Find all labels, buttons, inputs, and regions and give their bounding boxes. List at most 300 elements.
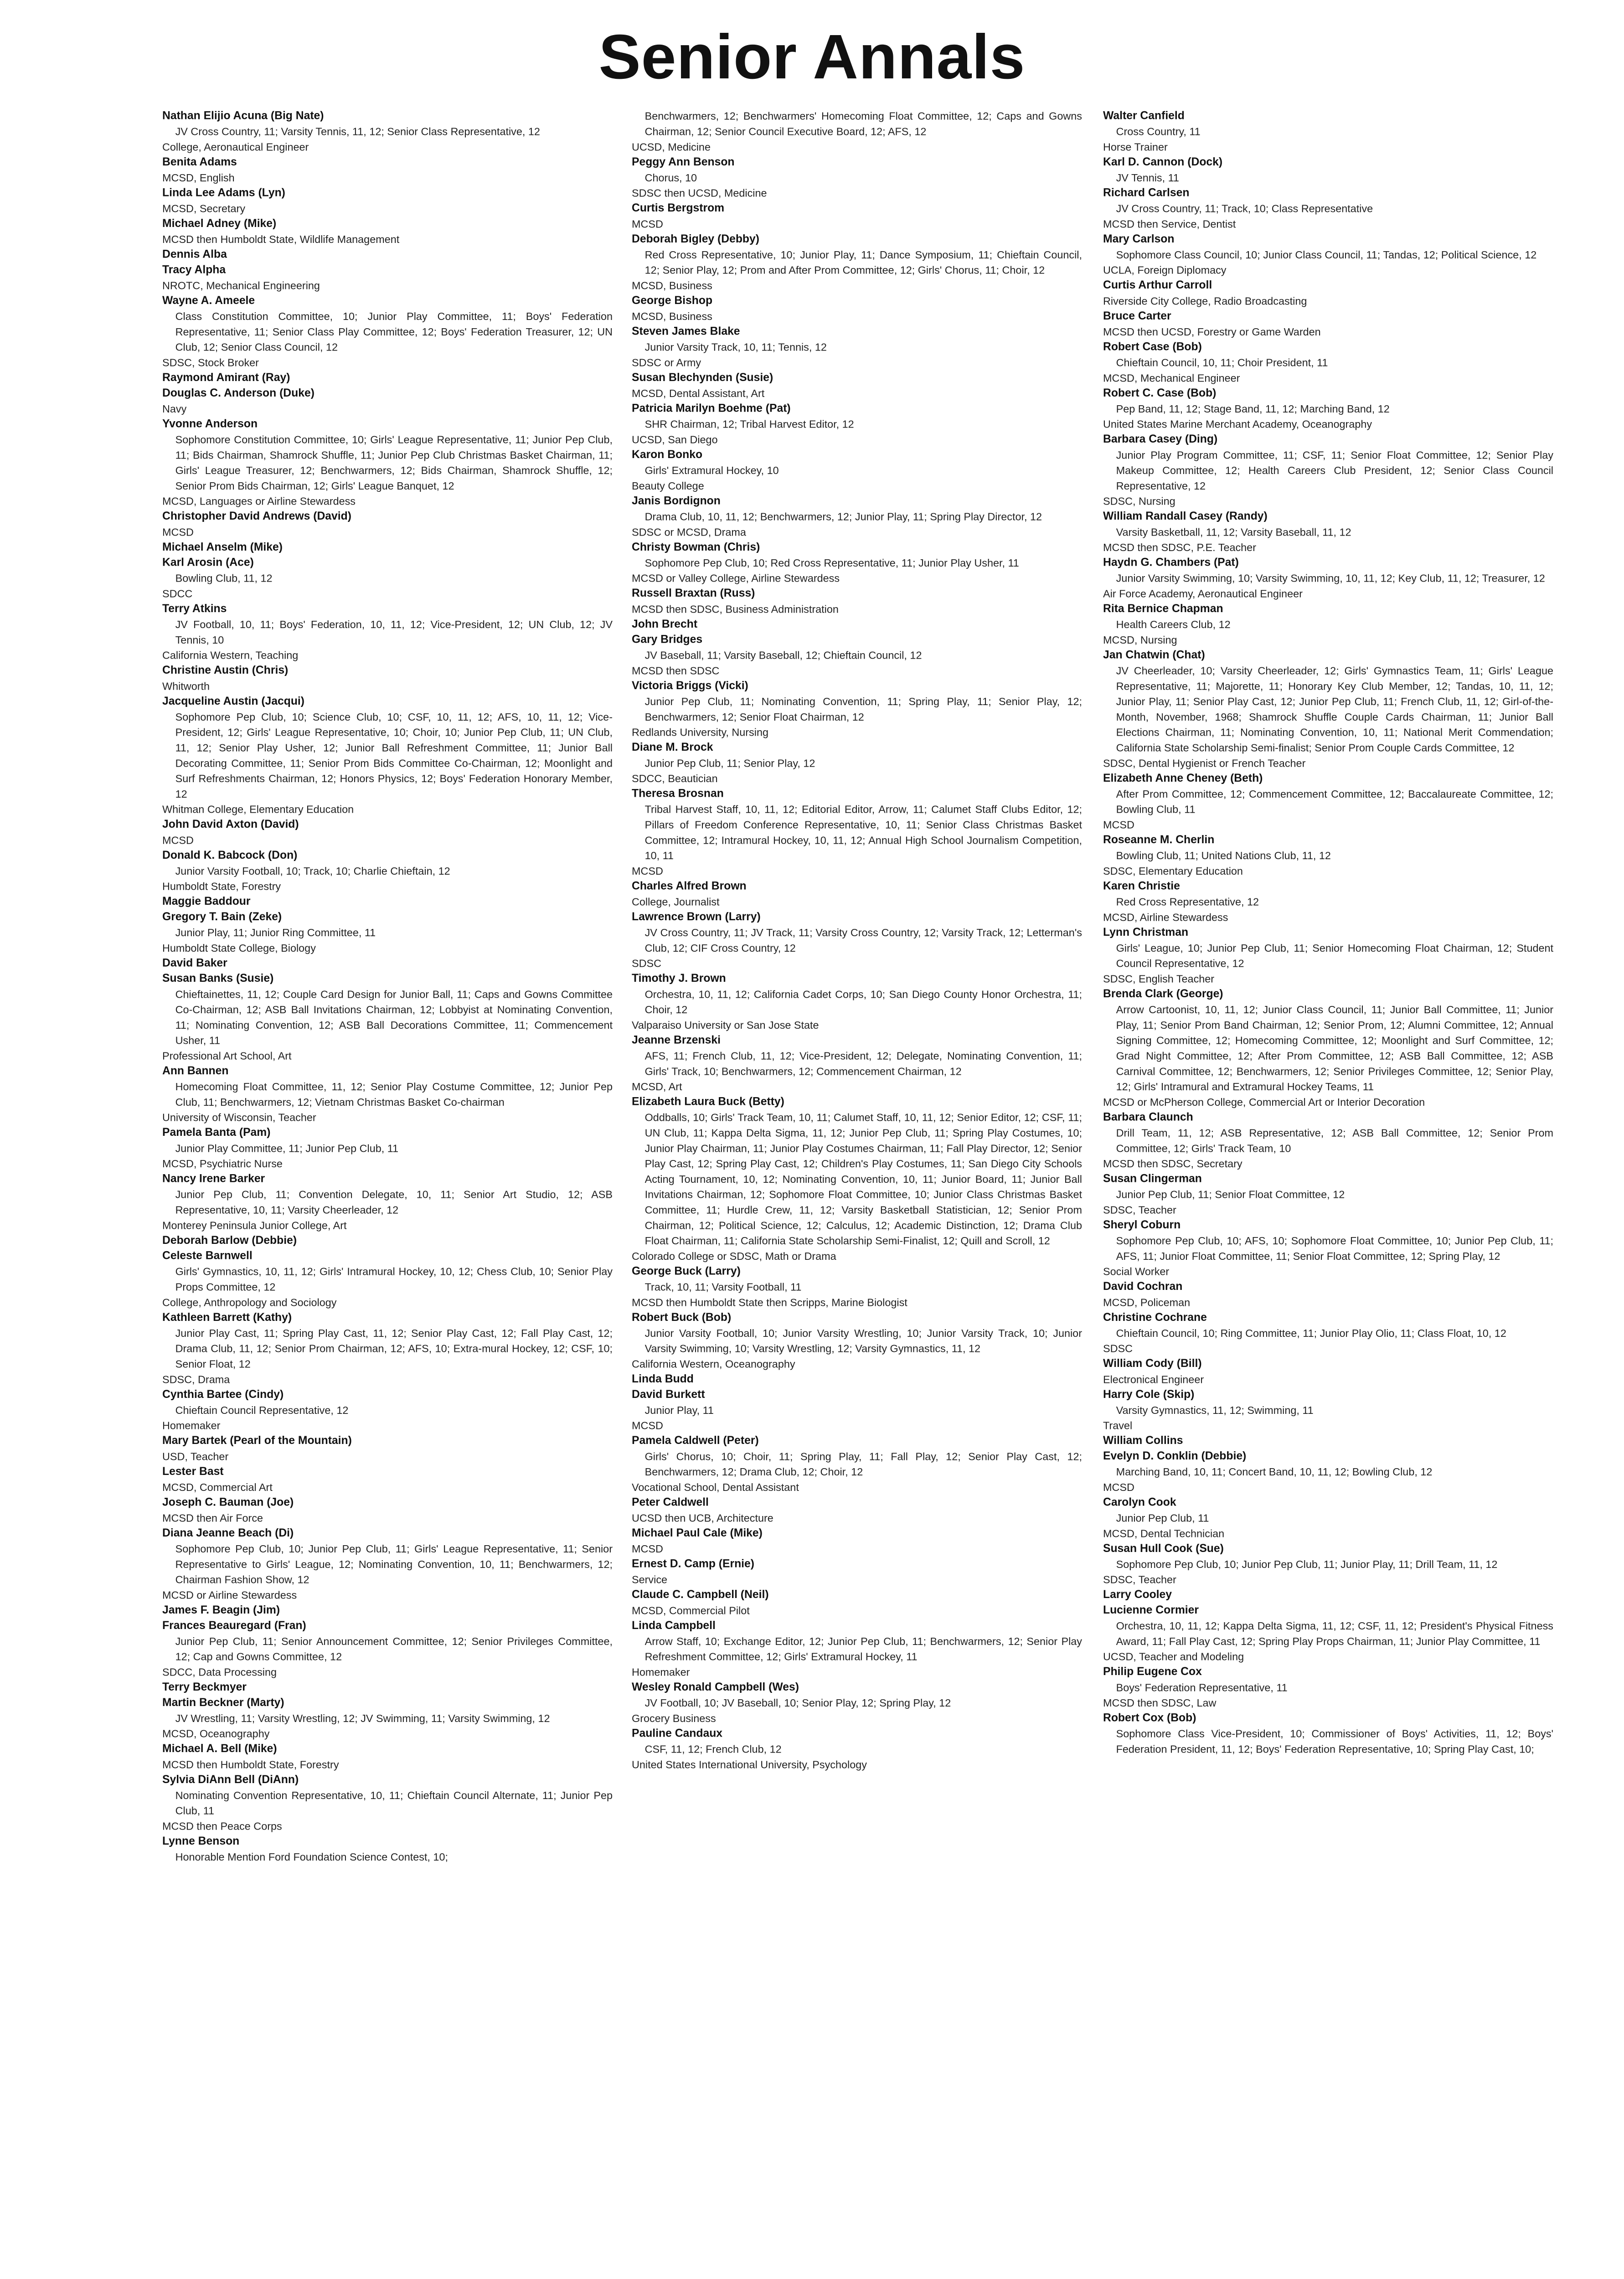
senior-future-plans: Riverside City College, Radio Broadcasting	[1103, 295, 1307, 307]
senior-activities: Orchestra, 10, 11, 12; California Cadet Corps, 10; San Diego County Honor Orchestra, 11; Choir, 12	[644, 988, 1082, 1016]
senior-future-plans: SDSC	[632, 957, 662, 969]
senior-entry	[162, 186, 613, 217]
senior-entry	[162, 108, 613, 155]
senior-future-plans: Vocational School, Dental Assistant	[632, 1481, 799, 1494]
senior-entry	[1103, 509, 1553, 555]
senior-name: Rita Bernice Chapman	[1103, 603, 1223, 615]
senior-activities: Chorus, 10	[644, 172, 697, 184]
senior-name: Robert Buck (Bob)	[632, 1311, 732, 1324]
senior-name: William Cody (Bill)	[1103, 1357, 1202, 1370]
senior-future-plans: Humboldt State College, Biology	[162, 942, 316, 954]
senior-name: Karon Bonko	[632, 449, 703, 461]
senior-future-plans: MCSD then Service, Dentist	[1103, 218, 1236, 230]
senior-future-plans: SDSC, Drama	[162, 1373, 230, 1386]
senior-name: Wesley Ronald Campbell (Wes)	[632, 1681, 799, 1694]
senior-activities: JV Cross Country, 11; JV Track, 11; Varsity Cross Country, 12; Varsity Track, 12; Letterman's Club, 12; CIF Cross Country, 12	[644, 927, 1082, 954]
senior-entry	[1103, 1665, 1553, 1711]
senior-name: Carolyn Cook	[1103, 1496, 1176, 1509]
senior-name: Dennis Alba	[162, 248, 227, 261]
senior-future-plans: MCSD, Dental Assistant, Art	[632, 387, 765, 400]
senior-entry	[162, 663, 613, 694]
senior-entry	[162, 1834, 613, 1865]
senior-activities: Sophomore Pep Club, 10; Junior Pep Club, 11; Junior Play, 11; Drill Team, 11, 12	[1116, 1558, 1498, 1571]
senior-name: Nancy Irene Barker	[162, 1172, 265, 1186]
senior-future-plans: Valparaiso University or San Jose State	[632, 1019, 819, 1031]
senior-entry	[632, 371, 1082, 402]
senior-name: Frances Beauregard (Fran)	[162, 1619, 306, 1632]
senior-future-plans: MCSD or Valley College, Airline Stewardess	[632, 572, 840, 584]
senior-future-plans: MCSD then SDSC, Law	[1103, 1697, 1217, 1709]
senior-entry	[162, 848, 613, 894]
senior-entry	[632, 679, 1082, 740]
senior-future-plans: UCLA, Foreign Diplomacy	[1103, 264, 1227, 276]
senior-name: Gary Bridges	[632, 633, 703, 646]
senior-name: Lester Bast	[162, 1465, 224, 1478]
senior-name: Gregory T. Bain (Zeke)	[162, 911, 282, 923]
senior-entry	[632, 1526, 1082, 1557]
senior-future-plans: Whitworth	[162, 680, 210, 692]
senior-activities: Girls' Chorus, 10; Choir, 11; Spring Play, 11; Fall Play, 12; Senior Play Cast, 12; Benchwarmers, 12; Drama Club, 12; Choir, 12	[644, 1450, 1082, 1478]
senior-entry	[1103, 1387, 1553, 1433]
senior-entry	[1103, 833, 1553, 879]
senior-name: Benita Adams	[162, 156, 237, 169]
senior-activities: Junior Varsity Swimming, 10; Varsity Swimming, 10, 11, 12; Key Club, 11, 12; Treasurer, 12	[1116, 572, 1545, 584]
senior-future-plans: MCSD then SDSC, Secretary	[1103, 1158, 1242, 1170]
senior-name: Michael Anselm (Mike)	[162, 541, 283, 554]
senior-entry	[162, 817, 613, 848]
senior-activities: JV Football, 10; JV Baseball, 10; Senior Play, 12; Spring Play, 12	[644, 1697, 951, 1709]
senior-future-plans: MCSD then Humboldt State then Scripps, Marine Biologist	[632, 1296, 907, 1309]
senior-entry	[632, 1387, 1082, 1433]
senior-name: Victoria Briggs (Vicki)	[632, 680, 748, 692]
senior-name: Diane M. Brock	[632, 741, 713, 754]
senior-entry	[1103, 186, 1553, 232]
senior-future-plans: USD, Teacher	[162, 1450, 229, 1463]
senior-activities: Arrow Staff, 10; Exchange Editor, 12; Junior Pep Club, 11; Benchwarmers, 12; Senior Play Refreshment Committee, 12; Girls' Extramural Hockey, 11	[644, 1635, 1082, 1663]
senior-name: Richard Carlsen	[1103, 186, 1190, 199]
senior-future-plans: MCSD, Oceanography	[162, 1727, 270, 1740]
senior-name: Mary Bartek (Pearl of the Mountain)	[162, 1434, 352, 1447]
senior-entry	[1103, 232, 1553, 278]
senior-future-plans: SDSC, Teacher	[1103, 1573, 1176, 1586]
senior-name: Nathan Elijio Acuna (Big Nate)	[162, 109, 324, 122]
senior-activities: Pep Band, 11, 12; Stage Band, 11, 12; Marching Band, 12	[1116, 403, 1390, 415]
senior-future-plans: UCSD then UCB, Architecture	[632, 1512, 773, 1524]
senior-activities: Junior Pep Club, 11	[1116, 1512, 1209, 1524]
senior-future-plans: MCSD	[632, 1419, 663, 1432]
senior-entry	[1103, 1171, 1553, 1217]
senior-activities: AFS, 11; French Club, 11, 12; Vice-President, 12; Delegate, Nominating Convention, 11; Girls' Track, 10; Benchwarmers, 12; Commencement Chairman, 12	[644, 1050, 1082, 1078]
senior-future-plans: United States International University, Psychology	[632, 1758, 867, 1771]
senior-entry	[1103, 1588, 1553, 1603]
senior-future-plans: MCSD, Business	[632, 279, 712, 292]
senior-activities: After Prom Committee, 12; Commencement Committee, 12; Baccalaureate Committee, 12; Bowling Club, 11	[1116, 788, 1553, 815]
senior-name: James F. Beagin (Jim)	[162, 1604, 280, 1617]
senior-activities: Benchwarmers, 12; Benchwarmers' Homecoming Float Committee, 12; Caps and Gowns Chairman, 12; Senior Council Executive Board, 12; AFS, 12	[644, 110, 1082, 138]
senior-name: Peggy Ann Benson	[632, 156, 735, 169]
senior-entry	[1103, 108, 1553, 155]
senior-name: Barbara Claunch	[1103, 1111, 1193, 1124]
senior-entry	[162, 910, 613, 956]
senior-entry	[632, 540, 1082, 586]
senior-activities: Homecoming Float Committee, 11, 12; Senior Play Costume Committee, 12; Junior Pep Club, 11; Benchwarmers, 12; Vietnam Christmas Basket Co-chairman	[175, 1081, 613, 1109]
senior-activities: Orchestra, 10, 11, 12; Kappa Delta Sigma, 11, 12; CSF, 11, 12; President's Physical Fitness Award, 11; Fall Play Cast, 12; Spring Play Props Chairman, 11; Junior Play Committee, 11	[1116, 1620, 1553, 1648]
senior-name: Maggie Baddour	[162, 895, 251, 908]
senior-future-plans: Redlands University, Nursing	[632, 726, 768, 738]
column-2	[632, 108, 1082, 2279]
senior-entry	[162, 509, 613, 540]
senior-entry	[632, 632, 1082, 678]
senior-future-plans: College, Journalist	[632, 896, 720, 908]
senior-future-plans: MCSD, Commercial Pilot	[632, 1604, 750, 1617]
senior-future-plans: MCSD	[162, 834, 194, 846]
senior-activities: Chieftain Council Representative, 12	[175, 1404, 349, 1417]
senior-future-plans: MCSD then SDSC, Business Administration	[632, 603, 839, 615]
senior-future-plans: MCSD, Psychiatric Nurse	[162, 1158, 283, 1170]
senior-name: Robert C. Case (Bob)	[1103, 387, 1217, 400]
senior-name: John David Axton (David)	[162, 818, 299, 831]
senior-activities: Junior Pep Club, 11; Senior Float Committee, 12	[1116, 1188, 1345, 1201]
senior-name: Pamela Banta (Pam)	[162, 1126, 271, 1139]
senior-name: Karl Arosin (Ace)	[162, 556, 254, 569]
senior-future-plans: MCSD, Art	[632, 1081, 682, 1093]
senior-future-plans: Navy	[162, 403, 187, 415]
senior-name: Elizabeth Anne Cheney (Beth)	[1103, 772, 1263, 785]
senior-name: Ernest D. Camp (Ernie)	[632, 1557, 755, 1571]
senior-future-plans: Service	[632, 1573, 668, 1586]
senior-future-plans: Monterey Peninsula Junior College, Art	[162, 1219, 347, 1232]
senior-entry	[632, 1588, 1082, 1619]
senior-entry	[1103, 1110, 1553, 1171]
senior-activities: Chieftain Council, 10; Ring Committee, 11; Junior Play Olio, 11; Class Float, 10, 12	[1116, 1327, 1506, 1340]
senior-future-plans: MCSD	[632, 218, 663, 230]
senior-entry	[1103, 1218, 1553, 1279]
senior-name: Deborah Barlow (Debbie)	[162, 1234, 297, 1247]
senior-activities: Sophomore Pep Club, 10; AFS, 10; Sophomore Float Committee, 10; Junior Pep Club, 11; AFS, 11; Junior Float Committee, 11; Senior Float Committee, 12; Spring Play, 12	[1116, 1235, 1553, 1263]
column-3	[1103, 108, 1553, 2279]
senior-entry	[632, 494, 1082, 540]
senior-entry	[632, 1094, 1082, 1264]
senior-entry	[1103, 278, 1553, 309]
senior-name: Robert Case (Bob)	[1103, 340, 1202, 353]
senior-future-plans: SDSC, Elementary Education	[1103, 865, 1243, 877]
senior-future-plans: SDSC or MCSD, Drama	[632, 526, 746, 538]
senior-future-plans: MCSD then Humboldt State, Wildlife Management	[162, 233, 400, 246]
senior-entry	[1103, 1433, 1553, 1449]
senior-name: Larry Cooley	[1103, 1588, 1172, 1601]
senior-name: Claude C. Campbell (Neil)	[632, 1588, 769, 1601]
senior-name: Sylvia DiAnn Bell (DiAnn)	[162, 1773, 299, 1786]
senior-activities: Varsity Gymnastics, 11, 12; Swimming, 11	[1116, 1404, 1314, 1417]
senior-name: Tracy Alpha	[162, 263, 226, 276]
senior-future-plans: Grocery Business	[632, 1712, 716, 1725]
senior-future-plans: SDSC, Dental Hygienist or French Teacher	[1103, 757, 1306, 769]
senior-activities: Drama Club, 10, 11, 12; Benchwarmers, 12; Junior Play, 11; Spring Play Director, 12	[644, 510, 1042, 523]
senior-entry	[1103, 1541, 1553, 1587]
senior-entry	[1103, 1356, 1553, 1387]
senior-activities: Girls' Extramural Hockey, 10	[644, 464, 779, 477]
senior-entry	[632, 401, 1082, 447]
senior-entry	[632, 324, 1082, 370]
senior-name: Christine Cochrane	[1103, 1311, 1207, 1324]
senior-name: Yvonne Anderson	[162, 418, 258, 430]
senior-future-plans: MCSD, English	[162, 172, 235, 184]
senior-name: Ann Bannen	[162, 1065, 229, 1078]
senior-future-plans: MCSD or McPherson College, Commercial Art or Interior Decoration	[1103, 1096, 1425, 1109]
senior-name: David Burkett	[632, 1388, 705, 1401]
senior-entry	[162, 1742, 613, 1773]
senior-name: Timothy J. Brown	[632, 972, 726, 985]
senior-future-plans: California Western, Teaching	[162, 649, 299, 661]
senior-activities: JV Cheerleader, 10; Varsity Cheerleader, 12; Girls' Gymnastics Team, 11; Girls' League Representative, 11; Majorette, 11; Honorary Key Club Member, 12; Tandas, 10, 11, 12; Junior Play, 11; Senior Play Cast, 12; Junior Pep Club, 11; French Club, 11, 12; Girl-of-the-Month, November, 1968; Shamrock Shuffle Couple Cards Chairman, 11; Junior Ball Elections Chairman, 11; Nominating Convention, 10, 11; National Merit Commendation; California State Scholarship Semi-finalist; Senior Prom Couple Cards Committee, 12	[1116, 665, 1553, 754]
column-1	[162, 108, 613, 2279]
senior-entry	[162, 247, 613, 263]
senior-future-plans: Electronical Engineer	[1103, 1373, 1204, 1386]
senior-activities: Track, 10, 11; Varsity Football, 11	[644, 1281, 802, 1293]
senior-name: Linda Budd	[632, 1373, 694, 1386]
senior-name: Jeanne Brzenski	[632, 1034, 721, 1047]
senior-name: Susan Hull Cook (Sue)	[1103, 1542, 1224, 1555]
senior-entry	[632, 155, 1082, 201]
senior-activities: JV Baseball, 11; Varsity Baseball, 12; Chieftain Council, 12	[644, 649, 922, 661]
senior-entry	[1103, 1310, 1553, 1356]
senior-entry	[1103, 1603, 1553, 1665]
senior-activities: Junior Pep Club, 11; Convention Delegate, 10, 11; Senior Art Studio, 12; ASB Representative, 10, 11; Varsity Cheerleader, 12	[175, 1188, 613, 1216]
senior-name: Christy Bowman (Chris)	[632, 541, 760, 554]
senior-entry	[1103, 1495, 1553, 1541]
senior-activities: Cross Country, 11	[1116, 125, 1201, 138]
senior-name: Kathleen Barrett (Kathy)	[162, 1311, 292, 1324]
senior-activities: Girls' League, 10; Junior Pep Club, 11; Senior Homecoming Float Chairman, 12; Student Council Representative, 12	[1116, 942, 1553, 969]
senior-name: Wayne A. Ameele	[162, 294, 255, 307]
senior-name: Haydn G. Chambers (Pat)	[1103, 556, 1239, 569]
senior-entry	[162, 1495, 613, 1526]
senior-entry	[162, 294, 613, 371]
senior-activities: Bowling Club, 11; United Nations Club, 11, 12	[1116, 850, 1331, 862]
senior-name: Diana Jeanne Beach (Di)	[162, 1527, 294, 1540]
senior-entry	[162, 1233, 613, 1248]
senior-name: Lucienne Cormier	[1103, 1604, 1199, 1617]
senior-name: Elizabeth Laura Buck (Betty)	[632, 1095, 784, 1109]
senior-entry	[632, 1618, 1082, 1680]
senior-future-plans: SDSC or Army	[632, 356, 701, 369]
senior-name: Susan Clingerman	[1103, 1172, 1202, 1186]
senior-name: Theresa Brosnan	[632, 787, 724, 800]
senior-entry	[1103, 1449, 1553, 1495]
senior-entry	[1103, 432, 1553, 509]
senior-future-plans: MCSD then UCSD, Forestry or Game Warden	[1103, 326, 1321, 338]
senior-name: Brenda Clark (George)	[1103, 988, 1223, 1000]
senior-entry	[632, 971, 1082, 1033]
senior-name: George Buck (Larry)	[632, 1265, 741, 1278]
senior-name: Jan Chatwin (Chat)	[1103, 649, 1205, 661]
senior-name: David Baker	[162, 957, 227, 969]
senior-entry	[162, 1526, 613, 1603]
senior-entry	[162, 956, 613, 971]
senior-activities: Class Constitution Committee, 10; Junior Play Committee, 11; Boys' Federation Representative, 11; Senior Class Play Committee, 12; Boys' Federation Treasurer, 12; UN Club, 12; Senior Class Council, 12	[175, 310, 613, 353]
senior-entry	[1103, 340, 1553, 386]
senior-name: Janis Bordignon	[632, 495, 721, 507]
senior-name: George Bishop	[632, 294, 713, 307]
senior-entry	[1103, 648, 1553, 771]
senior-future-plans: College, Aeronautical Engineer	[162, 141, 309, 153]
senior-activities: Junior Pep Club, 11; Senior Announcement Committee, 12; Senior Privileges Committee, 12; Cap and Gowns Committee, 12	[175, 1635, 613, 1663]
senior-future-plans: Professional Art School, Art	[162, 1050, 292, 1062]
senior-entry	[162, 1464, 613, 1495]
senior-entry	[632, 879, 1082, 910]
senior-entry	[1103, 1711, 1553, 1757]
senior-future-plans: Beauty College	[632, 480, 704, 492]
senior-name: Raymond Amirant (Ray)	[162, 371, 290, 384]
senior-future-plans: UCSD, San Diego	[632, 433, 718, 446]
senior-future-plans: MCSD	[1103, 1481, 1134, 1494]
senior-activities: Marching Band, 10, 11; Concert Band, 10, 11, 12; Bowling Club, 12	[1116, 1466, 1433, 1478]
senior-name: Sheryl Coburn	[1103, 1219, 1181, 1232]
senior-entry	[162, 894, 613, 910]
page-title: Senior Annals	[598, 22, 1026, 92]
senior-future-plans: MCSD, Commercial Art	[162, 1481, 273, 1494]
senior-name: Curtis Arthur Carroll	[1103, 279, 1212, 292]
senior-activities: Girls' Gymnastics, 10, 11, 12; Girls' Intramural Hockey, 10, 12; Chess Club, 10; Senior Play Props Committee, 12	[175, 1265, 613, 1293]
senior-entry	[1103, 386, 1553, 432]
senior-future-plans: MCSD, Secretary	[162, 202, 246, 215]
senior-activities: Junior Varsity Football, 10; Junior Varsity Wrestling, 10; Junior Varsity Track, 10; Junior Varsity Swimming, 10; Varsity Wrestling, 12; Varsity Gymnastics, 11, 12	[644, 1327, 1082, 1355]
senior-entry	[632, 1680, 1082, 1726]
senior-name: Michael A. Bell (Mike)	[162, 1743, 277, 1755]
senior-entry	[162, 1064, 613, 1125]
senior-activities: Junior Varsity Football, 10; Track, 10; Charlie Chieftain, 12	[175, 865, 450, 877]
senior-activities: JV Cross Country, 11; Varsity Tennis, 11, 12; Senior Class Representative, 12	[175, 125, 540, 138]
senior-activities: Boys' Federation Representative, 11	[1116, 1681, 1288, 1694]
senior-entry	[162, 540, 613, 555]
senior-name: Cynthia Bartee (Cindy)	[162, 1388, 284, 1401]
senior-future-plans: MCSD	[632, 1543, 663, 1555]
senior-activities: Junior Play, 11; Junior Ring Committee, 11	[175, 927, 376, 939]
senior-name: Christine Austin (Chris)	[162, 664, 289, 677]
senior-name: Russell Braxtan (Russ)	[632, 587, 755, 600]
senior-entry	[632, 1495, 1082, 1526]
senior-entry	[632, 108, 1082, 155]
senior-entry	[632, 1557, 1082, 1588]
senior-name: David Cochran	[1103, 1280, 1183, 1293]
senior-entry	[162, 1248, 613, 1310]
senior-name: Linda Campbell	[632, 1619, 716, 1632]
senior-entry	[162, 1310, 613, 1387]
senior-entry	[632, 740, 1082, 786]
senior-name: Michael Adney (Mike)	[162, 217, 277, 230]
senior-entry	[632, 910, 1082, 971]
senior-future-plans: Humboldt State, Forestry	[162, 880, 281, 892]
senior-activities: Junior Play, 11	[644, 1404, 714, 1417]
senior-name: Roseanne M. Cherlin	[1103, 834, 1215, 846]
senior-future-plans: MCSD then SDSC	[632, 665, 720, 677]
senior-entry	[632, 1310, 1082, 1372]
senior-activities: JV Cross Country, 11; Track, 10; Class Representative	[1116, 202, 1373, 215]
senior-future-plans: Social Worker	[1103, 1265, 1170, 1278]
senior-activities: Sophomore Pep Club, 10; Junior Pep Club, 11; Girls' League Representative, 11; Senior Representative to Girls' League, 12; Nominating Convention, 10, 11; Benchwarmers, 12; Chairman Fashion Show, 12	[175, 1543, 613, 1586]
senior-activities: Sophomore Class Council, 10; Junior Class Council, 11; Tandas, 12; Political Science, 12	[1116, 249, 1537, 261]
senior-entry	[162, 1433, 613, 1464]
senior-entry	[1103, 987, 1553, 1110]
senior-entry	[632, 201, 1082, 232]
senior-name: Martin Beckner (Marty)	[162, 1696, 284, 1709]
senior-name: Curtis Bergstrom	[632, 202, 725, 215]
senior-entry	[632, 617, 1082, 632]
senior-future-plans: SDCC, Beautician	[632, 773, 718, 785]
senior-future-plans: MCSD then Air Force	[162, 1512, 263, 1524]
senior-name: Jacqueline Austin (Jacqui)	[162, 695, 305, 708]
senior-name: Douglas C. Anderson (Duke)	[162, 387, 314, 400]
senior-activities: Junior Pep Club, 11; Senior Play, 12	[644, 757, 815, 769]
senior-entry	[162, 1772, 613, 1834]
senior-name: Evelyn D. Conklin (Debbie)	[1103, 1450, 1247, 1463]
senior-future-plans: MCSD or Airline Stewardess	[162, 1589, 297, 1601]
senior-future-plans: Air Force Academy, Aeronautical Engineer	[1103, 588, 1303, 600]
senior-entry	[162, 1603, 613, 1619]
senior-activities: SHR Chairman, 12; Tribal Harvest Editor, 12	[644, 418, 854, 430]
senior-activities: Drill Team, 11, 12; ASB Representative, 12; ASB Ball Committee, 12; Senior Prom Committee, 12; Girls' Track Team, 10	[1116, 1127, 1553, 1155]
senior-name: Susan Banks (Susie)	[162, 972, 274, 985]
senior-name: Charles Alfred Brown	[632, 880, 747, 892]
senior-future-plans: MCSD, Airline Stewardess	[1103, 911, 1228, 923]
senior-name: Pauline Candaux	[632, 1727, 723, 1740]
senior-future-plans: UCSD, Teacher and Modeling	[1103, 1650, 1244, 1663]
senior-activities: Oddballs, 10; Girls' Track Team, 10, 11; Calumet Staff, 10, 11, 12; Senior Editor, 12; CSF, 11; UN Club, 11; Kappa Delta Sigma, 11, 12; Junior Pep Club, 11; Spring Play Costumes, 10; Junior Play Chairman, 11; Junior Play Costumes Chairman, 11; Fall Play Director, 12; Senior Play Cast, 12; Spring Play Cast, 12; Children's Play Costumes, 11; San Diego City Schools Acting Tournament, 10, 12; Nominating Convention, 10, 11; Junior Board, 11; Junior Ball Invitations Chairman, 12; Sophomore Float Committee, 10; Junior Class Christmas Basket Committee, 11; Hurdle Crew, 11, 12; Varsity Basketball Statistician, 12; Senior Prom Chairman, 12; Political Science, 12; Calculus, 12; Academic Distinction, 12; Drama Club Float Chairman, 11; California State Scholarship Semi-Finalist, 12; Quill and Scroll, 12	[644, 1111, 1082, 1247]
senior-future-plans: MCSD, Mechanical Engineer	[1103, 372, 1240, 384]
senior-entry	[162, 555, 613, 601]
senior-entry	[632, 1033, 1082, 1094]
senior-future-plans: SDSC, Teacher	[1103, 1204, 1176, 1216]
senior-entry	[162, 155, 613, 186]
senior-activities: Junior Play Program Committee, 11; CSF, 11; Senior Float Committee, 12; Senior Play Makeup Committee, 12; Health Careers Club President, 12; Senior Class Council Representative, 12	[1116, 449, 1553, 492]
senior-activities: Arrow Cartoonist, 10, 11, 12; Junior Class Council, 11; Junior Ball Committee, 11; Junior Play, 11; Senior Prom Band Chairman, 12; Senior Prom, 12; Alumni Committee, 12; Annual Signing Committee, 12; Homecoming Committee, 12; Moonlight and Surf Committee, 12; Grad Night Committee, 12; After Prom Committee, 12; ASB Ball Committee, 12; ASB Carnival Committee, 12; Benchwarmers, 12; Senior Privileges Committee, 12; Senior Play, 12; Girls' Intramural and Extramural Hockey Teams, 11	[1116, 1004, 1553, 1093]
senior-entry	[632, 586, 1082, 617]
senior-entry	[1103, 771, 1553, 832]
senior-entry	[1103, 309, 1553, 340]
senior-future-plans: California Western, Oceanography	[632, 1358, 795, 1370]
senior-entry	[162, 971, 613, 1064]
senior-entry	[162, 602, 613, 663]
senior-entry	[162, 371, 613, 386]
senior-future-plans: MCSD, Policeman	[1103, 1296, 1191, 1309]
senior-name: William Randall Casey (Randy)	[1103, 510, 1268, 523]
senior-future-plans: MCSD	[632, 865, 663, 877]
senior-entry	[632, 448, 1082, 494]
senior-future-plans: SDSC then UCSD, Medicine	[632, 187, 767, 199]
senior-entry	[162, 1125, 613, 1171]
senior-future-plans: University of Wisconsin, Teacher	[162, 1111, 316, 1124]
senior-future-plans: UCSD, Medicine	[632, 141, 711, 153]
senior-entry	[162, 1695, 613, 1741]
senior-future-plans: Horse Trainer	[1103, 141, 1168, 153]
senior-future-plans: MCSD, Nursing	[1103, 634, 1177, 646]
senior-name: Terry Beckmyer	[162, 1681, 247, 1694]
senior-name: Walter Canfield	[1103, 109, 1185, 122]
senior-name: Susan Blechynden (Susie)	[632, 371, 773, 384]
senior-name: John Brecht	[632, 618, 698, 631]
senior-activities: Sophomore Pep Club, 10; Science Club, 10; CSF, 10, 11, 12; AFS, 10, 11, 12; Vice-President, 12; Girls' League Representative, 10; Choir, 10; Junior Pep Club, 11; UN Club, 11, 12; Senior Play Usher, 12; Junior Ball Refreshment Committee, 11; Junior Ball Decorating Committee, 11; Senior Prom Bids Committee Co-Chairman, 12; Moonlight and Surf Refreshments Chairman, 12; Honors Physics, 12; Boys' Federation Honorary Member, 12	[175, 711, 613, 800]
senior-entry	[1103, 555, 1553, 601]
senior-activities: JV Tennis, 11	[1116, 172, 1179, 184]
senior-future-plans: SDSC	[1103, 1342, 1133, 1355]
senior-name: Donald K. Babcock (Don)	[162, 849, 298, 862]
senior-activities: Varsity Basketball, 11, 12; Varsity Baseball, 11, 12	[1116, 526, 1351, 538]
senior-entry	[162, 1618, 613, 1680]
senior-activities: Red Cross Representative, 10; Junior Play, 11; Dance Symposium, 11; Chieftain Council, 12; Senior Play, 12; Prom and After Prom Committee, 12; Girls' Chorus, 11; Choir, 12	[644, 249, 1082, 276]
senior-activities: Health Careers Club, 12	[1116, 619, 1231, 631]
senior-name: Robert Cox (Bob)	[1103, 1712, 1196, 1725]
senior-future-plans: MCSD then Peace Corps	[162, 1820, 282, 1832]
